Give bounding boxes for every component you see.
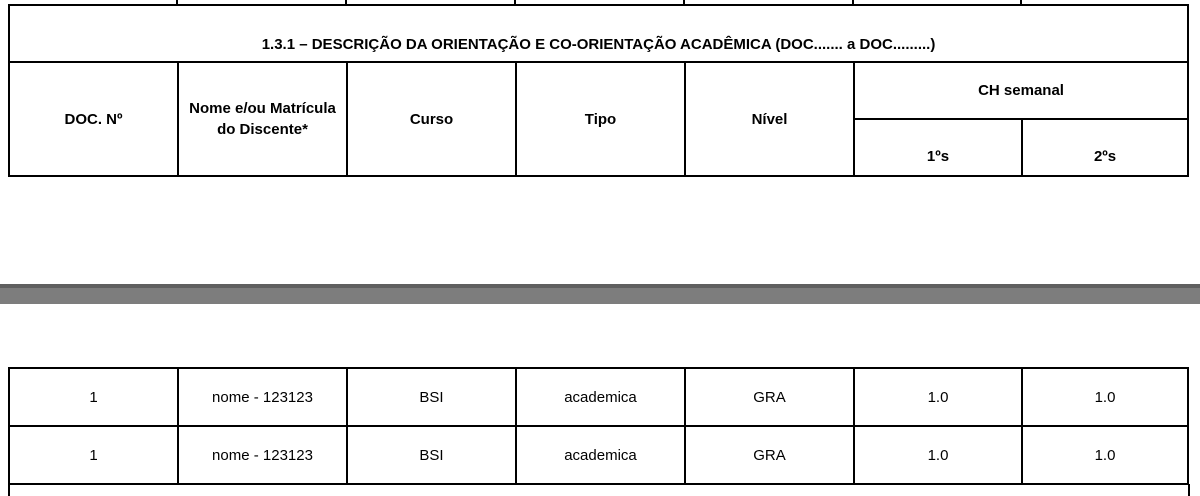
cell-nivel: GRA xyxy=(685,368,854,426)
cell-curso: BSI xyxy=(347,426,516,484)
cell-doc: 1 xyxy=(9,368,178,426)
cell-semester-2: 1.0 xyxy=(1022,426,1188,484)
cell-semester-1: 1.0 xyxy=(854,426,1022,484)
header-semester-2: 2ºs xyxy=(1022,119,1188,176)
orientation-header-table xyxy=(8,4,1189,177)
cell-tipo: academica xyxy=(516,368,685,426)
next-table-row-edge xyxy=(8,484,1190,496)
cell-curso: BSI xyxy=(347,368,516,426)
header-doc: DOC. Nº xyxy=(9,62,178,176)
cell-nome: nome - 123123 xyxy=(178,426,347,484)
section-title xyxy=(9,5,1188,62)
cell-semester-1: 1.0 xyxy=(854,368,1022,426)
cell-tipo: academica xyxy=(516,426,685,484)
header-nivel: Nível xyxy=(685,62,854,176)
header-semester-1: 1ºs xyxy=(854,119,1022,176)
header-nome-line2: do Discente* xyxy=(217,121,308,138)
orientation-data-table xyxy=(8,367,1189,485)
header-ch-semanal: CH semanal xyxy=(854,62,1188,119)
cell-nome: nome - 123123 xyxy=(178,368,347,426)
header-nome-line1: Nome e/ou Matrícula xyxy=(189,100,336,117)
table-row xyxy=(9,368,1188,426)
page-bottom xyxy=(0,304,1200,496)
table-row xyxy=(9,426,1188,484)
cell-nivel: GRA xyxy=(685,426,854,484)
header-tipo: Tipo xyxy=(516,62,685,176)
cell-semester-2: 1.0 xyxy=(1022,368,1188,426)
header-curso: Curso xyxy=(347,62,516,176)
page-break-separator xyxy=(0,284,1200,304)
cell-doc: 1 xyxy=(9,426,178,484)
header-nome xyxy=(178,62,347,176)
section-title-text: 1.3.1 – DESCRIÇÃO DA ORIENTAÇÃO E CO-ORIENTAÇÃO ACADÊMICA (DOC....... a DOC.........) xyxy=(261,36,936,53)
